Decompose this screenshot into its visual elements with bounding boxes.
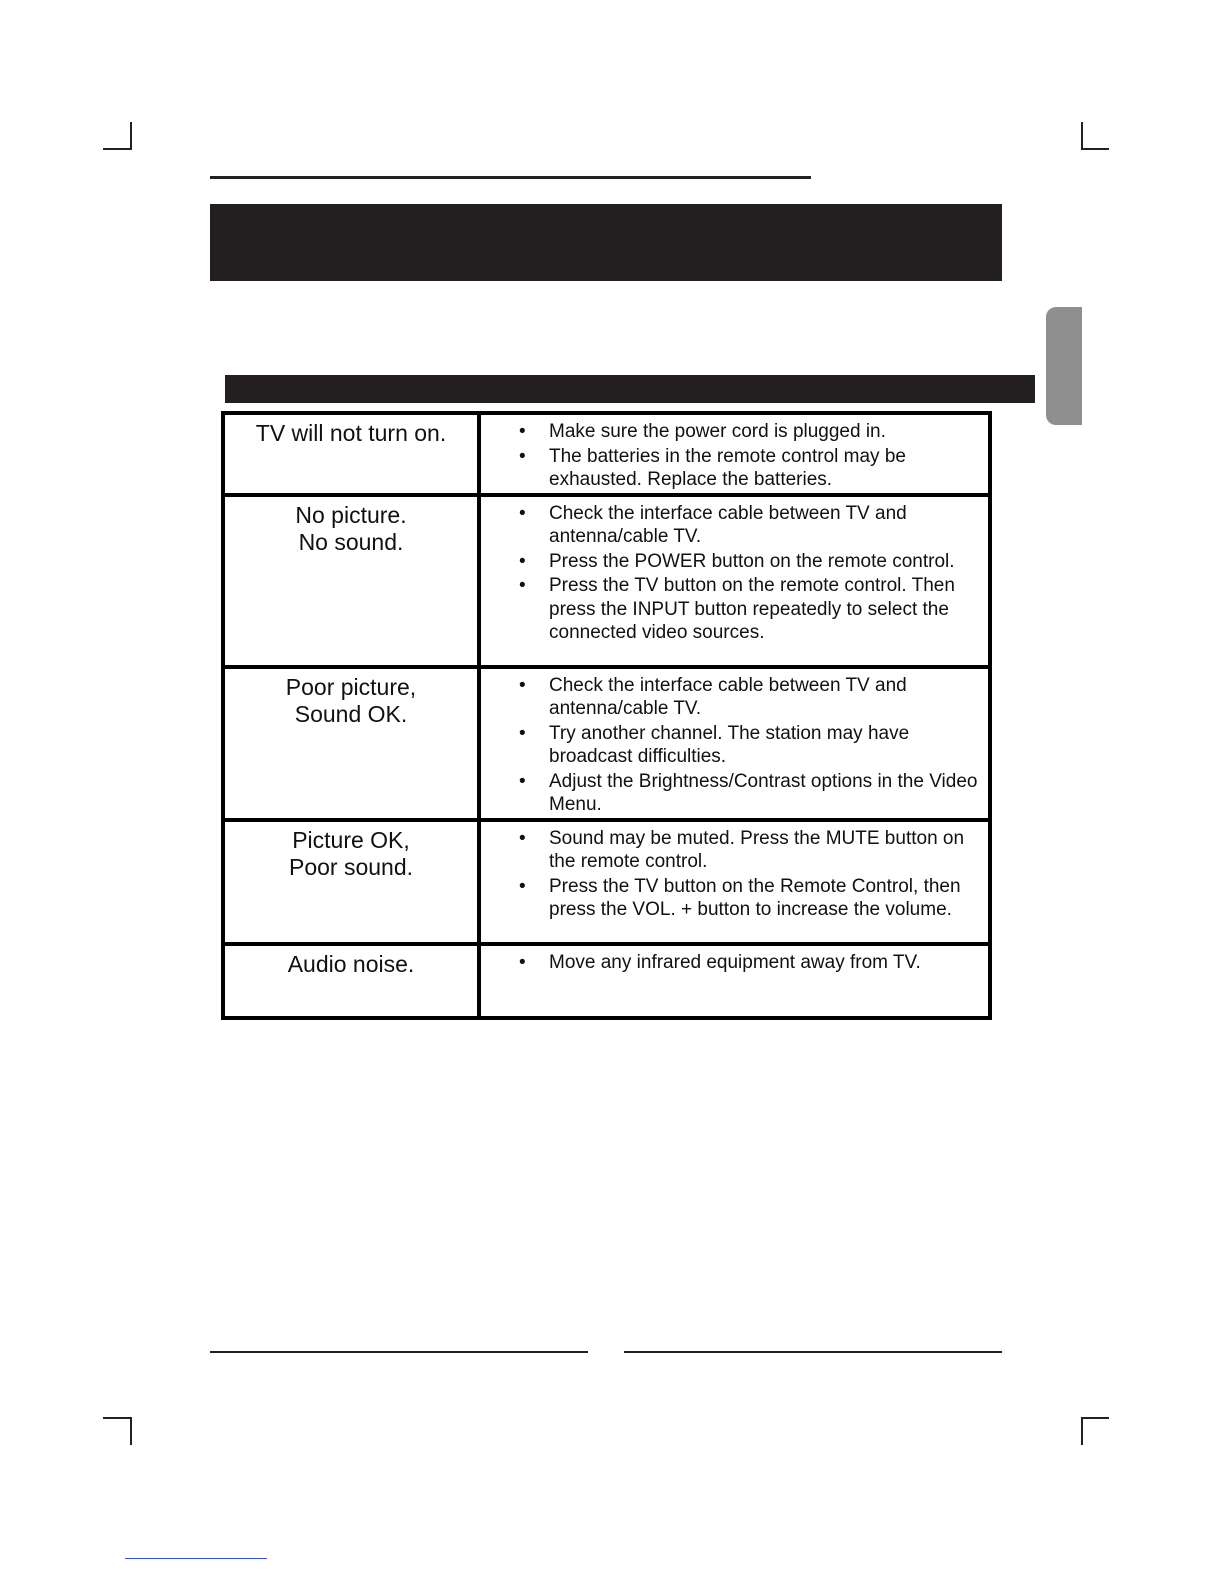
crop-mark-bottom-right-v xyxy=(1081,1417,1083,1445)
symptom-text: No sound. xyxy=(298,528,404,555)
remedy-item: • The batteries in the remote control may be exhausted. Replace the batteries. xyxy=(481,445,982,492)
remedy-cell xyxy=(479,820,990,944)
troubleshooting-table xyxy=(221,411,992,1020)
crop-mark-bottom-right-h xyxy=(1081,1417,1109,1419)
remedy-list xyxy=(481,951,982,975)
crop-mark-top-right-h xyxy=(1081,148,1109,150)
remedy-item: • Check the interface cable between TV and antenna/cable TV. xyxy=(481,502,982,549)
language-side-tab xyxy=(1046,307,1082,425)
symptom-cell xyxy=(223,667,479,820)
remedy-list xyxy=(481,827,982,922)
header-rule xyxy=(210,176,811,179)
remedy-cell xyxy=(479,413,990,495)
crop-mark-bottom-left-v xyxy=(130,1417,132,1445)
symptom-text: Poor picture, xyxy=(285,673,417,700)
symptom-text: Poor sound. xyxy=(288,853,414,880)
symptom-text: Picture OK, xyxy=(292,826,410,853)
title-bar xyxy=(210,204,1002,281)
symptom-cell xyxy=(223,944,479,1018)
remedy-item: • Adjust the Brightness/Contrast options in the Video Menu. xyxy=(481,770,982,817)
remedy-item: • Press the POWER button on the remote control. xyxy=(481,550,982,574)
remedy-list xyxy=(481,420,982,492)
table-row xyxy=(223,413,990,495)
crop-mark-bottom-left-h xyxy=(103,1417,132,1419)
remedy-item: • Press the TV button on the remote control. Then press the INPUT button repeatedly to select the connected video sources. xyxy=(481,574,982,645)
remedy-cell xyxy=(479,667,990,820)
remedy-item: • Make sure the power cord is plugged in. xyxy=(481,420,982,444)
remedy-list xyxy=(481,502,982,645)
remedy-item: • Press the TV button on the Remote Control, then press the VOL. + button to increase the volume. xyxy=(481,875,982,922)
footer-rule-right xyxy=(624,1351,1002,1353)
crop-mark-top-left-v xyxy=(130,122,132,150)
crop-mark-top-left-h xyxy=(103,148,132,150)
remedy-item: • Move any infrared equipment away from TV. xyxy=(481,951,982,975)
symptom-cell xyxy=(223,495,479,667)
symptom-text: Sound OK. xyxy=(294,700,408,727)
table-row xyxy=(223,495,990,667)
footer-underline xyxy=(125,1558,267,1559)
symptom-text: No picture. xyxy=(295,501,407,528)
crop-mark-top-right-v xyxy=(1081,122,1083,150)
remedy-list xyxy=(481,674,982,817)
remedy-cell xyxy=(479,495,990,667)
symptom-text: Audio noise. xyxy=(287,950,415,977)
symptom-text: TV will not turn on. xyxy=(255,420,447,446)
table-row xyxy=(223,667,990,820)
table-row xyxy=(223,944,990,1018)
remedy-item: • Try another channel. The station may have broadcast difficulties. xyxy=(481,722,982,769)
remedy-item: • Sound may be muted. Press the MUTE button on the remote control. xyxy=(481,827,982,874)
footer-rule-left xyxy=(210,1351,588,1353)
troubleshooting-table-body xyxy=(223,413,990,1018)
remedy-item: • Check the interface cable between TV and antenna/cable TV. xyxy=(481,674,982,721)
symptom-cell xyxy=(223,413,479,495)
remedy-cell xyxy=(479,944,990,1018)
symptom-cell xyxy=(223,820,479,944)
section-header-bar xyxy=(225,375,1035,403)
table-row xyxy=(223,820,990,944)
